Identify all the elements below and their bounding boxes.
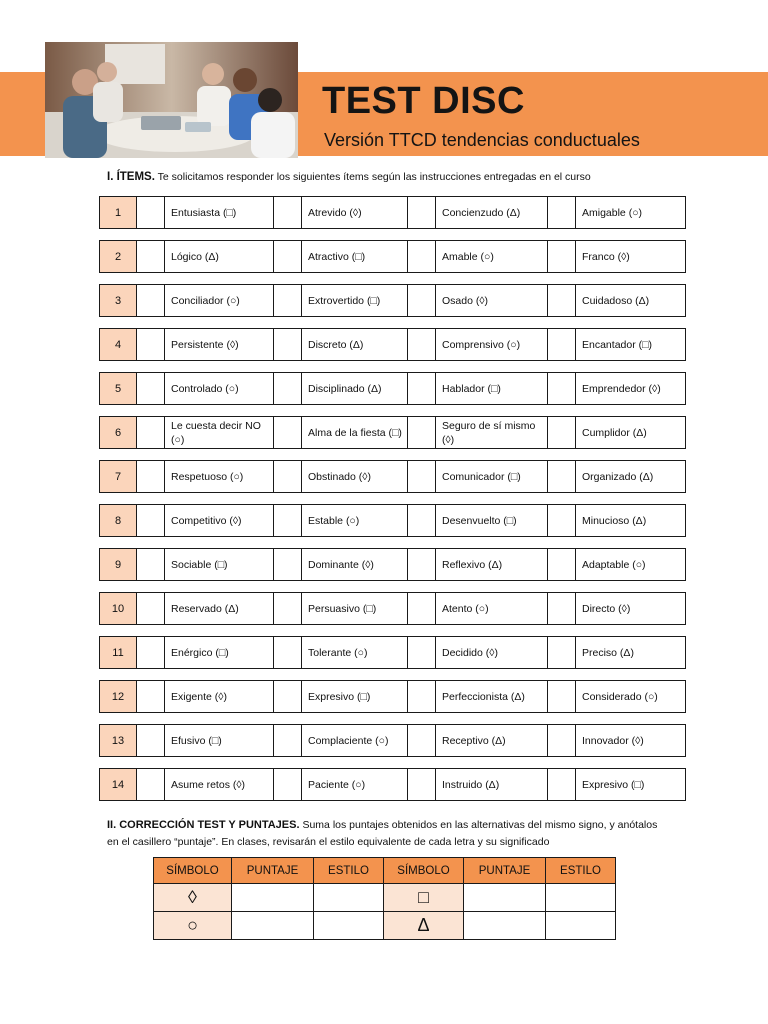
item-option-d: Cumplidor (Δ) xyxy=(582,426,647,439)
symbol-triangle: Δ xyxy=(384,912,464,940)
score-header-estilo-1: ESTILO xyxy=(314,858,384,884)
item-option-a: Controlado (○) xyxy=(165,373,274,404)
items-heading: I. ÍTEMS. xyxy=(107,171,155,183)
item-option-d: Considerado (○) xyxy=(582,690,658,703)
answer-box[interactable] xyxy=(274,637,302,668)
answer-box[interactable] xyxy=(548,417,576,448)
answer-box[interactable] xyxy=(274,373,302,404)
answer-box[interactable] xyxy=(548,769,576,800)
answer-box[interactable] xyxy=(408,725,436,756)
answer-box[interactable] xyxy=(548,637,576,668)
answer-box[interactable] xyxy=(137,285,165,316)
item-option-d: Franco (◊) xyxy=(582,250,630,263)
answer-box[interactable] xyxy=(137,241,165,272)
score-row xyxy=(154,912,616,940)
answer-box[interactable] xyxy=(548,461,576,492)
item-option-a: Enérgico (□) xyxy=(165,637,274,668)
answer-box[interactable] xyxy=(408,637,436,668)
answer-box[interactable] xyxy=(548,593,576,624)
puntaje-cell[interactable] xyxy=(464,884,546,912)
item-row-10 xyxy=(99,592,686,625)
item-option-b: Atrevido (◊) xyxy=(302,197,408,228)
item-option-c: Desenvuelto (□) xyxy=(436,505,548,536)
answer-box[interactable] xyxy=(274,725,302,756)
answer-box[interactable] xyxy=(548,373,576,404)
item-number: 1 xyxy=(100,197,137,228)
answer-box[interactable] xyxy=(548,725,576,756)
score-header-symbol-2: SÍMBOLO xyxy=(384,858,464,884)
estilo-cell[interactable] xyxy=(314,912,384,940)
answer-box[interactable] xyxy=(274,593,302,624)
answer-box[interactable] xyxy=(137,681,165,712)
answer-box[interactable] xyxy=(274,285,302,316)
item-row-13 xyxy=(99,724,686,757)
item-option-c: Perfeccionista (Δ) xyxy=(436,681,548,712)
item-number: 8 xyxy=(100,505,137,536)
item-option-b: Disciplinado (Δ) xyxy=(302,373,408,404)
answer-box[interactable] xyxy=(274,549,302,580)
puntaje-cell[interactable] xyxy=(232,884,314,912)
item-option-a: Exigente (◊) xyxy=(165,681,274,712)
item-option-c: Reflexivo (Δ) xyxy=(436,549,548,580)
item-option-c: Receptivo (Δ) xyxy=(436,725,548,756)
item-option-c: Instruido (Δ) xyxy=(436,769,548,800)
answer-box[interactable] xyxy=(408,329,436,360)
item-row-3 xyxy=(99,284,686,317)
item-option-c: Hablador (□) xyxy=(436,373,548,404)
item-number: 4 xyxy=(100,329,137,360)
item-option-c: Concienzudo (Δ) xyxy=(436,197,548,228)
answer-box[interactable] xyxy=(137,505,165,536)
score-table xyxy=(153,857,616,940)
score-header-puntaje-1: PUNTAJE xyxy=(232,858,314,884)
answer-box[interactable] xyxy=(137,593,165,624)
answer-box[interactable] xyxy=(274,681,302,712)
correction-text: Suma los puntajes obtenidos en las alternativas del mismo signo, y anótalos en el casillero “puntaje”. En clases, revisarán el estilo equivalente de cada letra y su significado xyxy=(107,819,658,848)
answer-box[interactable] xyxy=(548,241,576,272)
correction-heading: II. CORRECCIÓN TEST Y PUNTAJES. xyxy=(107,819,300,831)
item-option-c: Osado (◊) xyxy=(436,285,548,316)
item-option-a: Asume retos (◊) xyxy=(165,769,274,800)
item-option-d: Directo (◊) xyxy=(582,602,631,615)
puntaje-cell[interactable] xyxy=(464,912,546,940)
item-option-a: Entusiasta (□) xyxy=(165,197,274,228)
item-option-c: Decidido (◊) xyxy=(436,637,548,668)
item-row-7 xyxy=(99,460,686,493)
item-option-a: Persistente (◊) xyxy=(165,329,274,360)
item-option-c: Comprensivo (○) xyxy=(436,329,548,360)
answer-box[interactable] xyxy=(548,197,576,228)
item-row-5 xyxy=(99,372,686,405)
item-row-1 xyxy=(99,196,686,229)
score-header-estilo-2: ESTILO xyxy=(546,858,616,884)
answer-box[interactable] xyxy=(274,461,302,492)
page-title: TEST DISC xyxy=(322,80,525,122)
answer-box[interactable] xyxy=(274,241,302,272)
answer-box[interactable] xyxy=(408,417,436,448)
item-option-d: Organizado (Δ) xyxy=(582,470,654,483)
item-option-b: Persuasivo (□) xyxy=(302,593,408,624)
items-instruction-text: Te solicitamos responder los siguientes ítems según las instrucciones entregadas en el curso xyxy=(157,171,591,183)
item-row-11 xyxy=(99,636,686,669)
item-option-b: Discreto (Δ) xyxy=(302,329,408,360)
item-number: 11 xyxy=(100,637,137,668)
page-subtitle: Versión TTCD tendencias conductuales xyxy=(324,130,640,150)
item-option-c: Atento (○) xyxy=(436,593,548,624)
item-row-4 xyxy=(99,328,686,361)
estilo-cell[interactable] xyxy=(314,884,384,912)
item-row-2 xyxy=(99,240,686,273)
item-option-b: Expresivo (□) xyxy=(302,681,408,712)
item-option-a: Efusivo (□) xyxy=(165,725,274,756)
answer-box[interactable] xyxy=(137,197,165,228)
answer-box[interactable] xyxy=(408,241,436,272)
correction-instructions xyxy=(107,817,667,851)
puntaje-cell[interactable] xyxy=(232,912,314,940)
answer-box[interactable] xyxy=(548,681,576,712)
score-header-puntaje-2: PUNTAJE xyxy=(464,858,546,884)
item-option-a: Le cuesta decir NO (○) xyxy=(165,417,274,448)
item-number: 12 xyxy=(100,681,137,712)
answer-box[interactable] xyxy=(408,285,436,316)
answer-box[interactable] xyxy=(548,329,576,360)
answer-box[interactable] xyxy=(548,505,576,536)
score-row xyxy=(154,884,616,912)
item-option-b: Extrovertido (□) xyxy=(302,285,408,316)
item-option-d: Amigable (○) xyxy=(582,206,643,219)
item-option-b: Alma de la fiesta (□) xyxy=(302,417,408,448)
answer-box[interactable] xyxy=(408,373,436,404)
item-option-a: Competitivo (◊) xyxy=(165,505,274,536)
answer-box[interactable] xyxy=(548,285,576,316)
item-option-b: Paciente (○) xyxy=(302,769,408,800)
item-number: 6 xyxy=(100,417,137,448)
answer-box[interactable] xyxy=(408,461,436,492)
answer-box[interactable] xyxy=(408,197,436,228)
item-option-d: Preciso (Δ) xyxy=(582,646,634,659)
score-header-symbol-1: SÍMBOLO xyxy=(154,858,232,884)
item-option-a: Reservado (Δ) xyxy=(165,593,274,624)
answer-box[interactable] xyxy=(274,769,302,800)
answer-box[interactable] xyxy=(274,329,302,360)
answer-box[interactable] xyxy=(137,461,165,492)
item-option-b: Estable (○) xyxy=(302,505,408,536)
item-option-b: Atractivo (□) xyxy=(302,241,408,272)
item-option-a: Respetuoso (○) xyxy=(165,461,274,492)
answer-box[interactable] xyxy=(137,417,165,448)
item-row-8 xyxy=(99,504,686,537)
item-number: 9 xyxy=(100,549,137,580)
answer-box[interactable] xyxy=(548,549,576,580)
item-option-d: Innovador (◊) xyxy=(582,734,644,747)
item-number: 14 xyxy=(100,769,137,800)
answer-box[interactable] xyxy=(274,197,302,228)
item-option-d: Minucioso (Δ) xyxy=(582,514,647,527)
symbol-square: □ xyxy=(384,884,464,912)
item-option-b: Obstinado (◊) xyxy=(302,461,408,492)
item-number: 7 xyxy=(100,461,137,492)
answer-box[interactable] xyxy=(408,593,436,624)
answer-box[interactable] xyxy=(274,417,302,448)
item-option-c: Amable (○) xyxy=(436,241,548,272)
item-row-14 xyxy=(99,768,686,801)
item-option-d: Cuidadoso (Δ) xyxy=(582,294,650,307)
item-option-a: Lógico (Δ) xyxy=(165,241,274,272)
item-number: 3 xyxy=(100,285,137,316)
answer-box[interactable] xyxy=(408,769,436,800)
answer-box[interactable] xyxy=(137,637,165,668)
answer-box[interactable] xyxy=(137,769,165,800)
answer-box[interactable] xyxy=(408,505,436,536)
item-option-b: Dominante (◊) xyxy=(302,549,408,580)
item-option-b: Tolerante (○) xyxy=(302,637,408,668)
estilo-cell[interactable] xyxy=(546,884,616,912)
answer-box[interactable] xyxy=(137,549,165,580)
symbol-circle: ○ xyxy=(154,912,232,940)
item-number: 13 xyxy=(100,725,137,756)
item-number: 10 xyxy=(100,593,137,624)
answer-box[interactable] xyxy=(137,725,165,756)
item-option-d: Encantador (□) xyxy=(582,338,652,351)
item-option-a: Conciliador (○) xyxy=(165,285,274,316)
items-instructions xyxy=(107,171,591,183)
item-option-b: Complaciente (○) xyxy=(302,725,408,756)
symbol-diamond: ◊ xyxy=(154,884,232,912)
item-row-6 xyxy=(99,416,686,449)
estilo-cell[interactable] xyxy=(546,912,616,940)
answer-box[interactable] xyxy=(137,373,165,404)
item-number: 2 xyxy=(100,241,137,272)
answer-box[interactable] xyxy=(274,505,302,536)
item-row-9 xyxy=(99,548,686,581)
answer-box[interactable] xyxy=(137,329,165,360)
answer-box[interactable] xyxy=(408,549,436,580)
item-option-d: Expresivo (□) xyxy=(582,778,645,791)
item-row-12 xyxy=(99,680,686,713)
header-photo xyxy=(45,42,298,158)
item-option-c: Seguro de sí mismo (◊) xyxy=(436,417,548,448)
item-option-c: Comunicador (□) xyxy=(436,461,548,492)
answer-box[interactable] xyxy=(408,681,436,712)
item-option-d: Adaptable (○) xyxy=(582,558,646,571)
item-option-a: Sociable (□) xyxy=(165,549,274,580)
item-number: 5 xyxy=(100,373,137,404)
item-option-d: Emprendedor (◊) xyxy=(582,382,661,395)
